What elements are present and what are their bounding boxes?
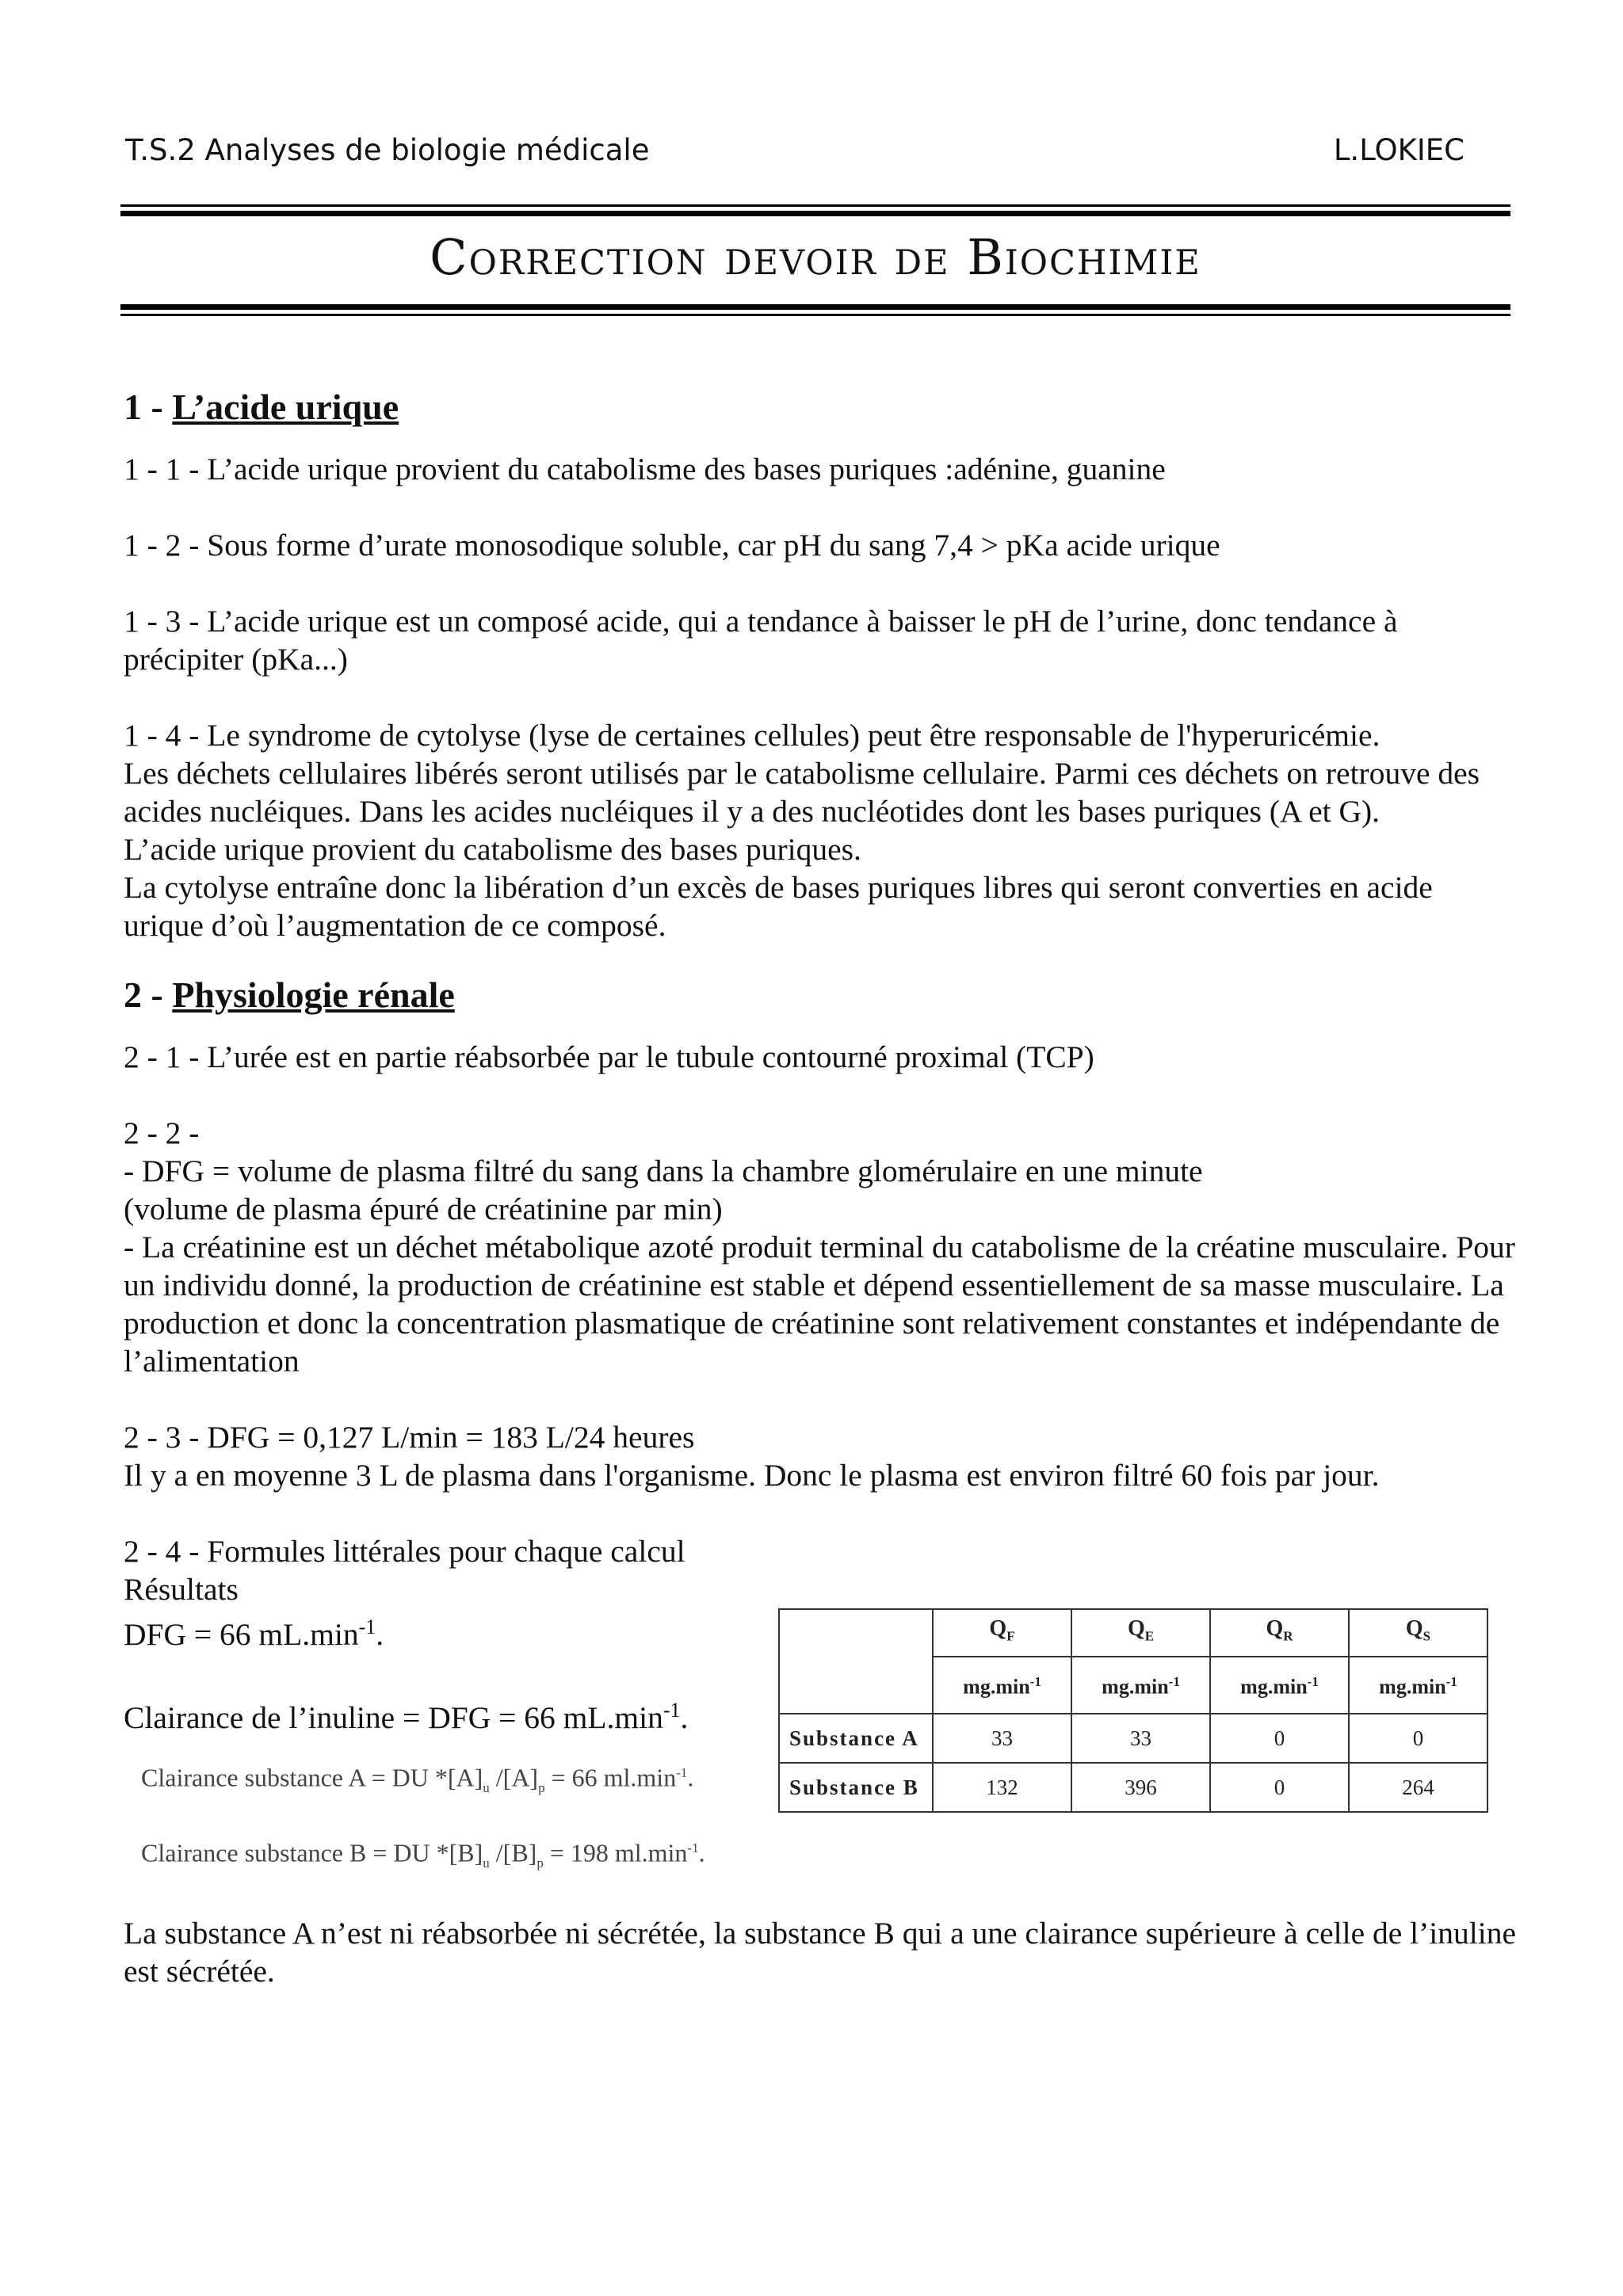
header-q-subscript: S — [1423, 1628, 1431, 1644]
formula-b-exponent: -1 — [687, 1840, 699, 1856]
title-rule-bottom-thin — [120, 314, 1510, 316]
answer-2-2-line: 2 - 2 - — [124, 1116, 200, 1150]
header-q: Q — [1127, 1616, 1145, 1641]
unit-text: mg.min — [1102, 1675, 1169, 1699]
table-cell: 132 — [933, 1763, 1071, 1812]
conclusion: La substance A n’est ni réabsorbée ni sécrétée, la substance B qui a une clairance supérieure à celle de l’inuline est sécrétée. — [124, 1916, 1516, 1989]
table-cell: 396 — [1071, 1763, 1210, 1812]
dfg-result-text: DFG = 66 mL.min — [124, 1617, 359, 1653]
document-body — [124, 385, 1518, 2028]
header-author: L.LOKIEC — [1333, 133, 1465, 167]
section-2-title: Physiologie rénale — [172, 974, 455, 1015]
dfg-result-end: . — [376, 1617, 384, 1653]
header-q-subscript: R — [1283, 1628, 1293, 1644]
unit-text: mg.min — [1379, 1675, 1446, 1699]
flow-table — [778, 1608, 1488, 1813]
table-unit-cell — [1071, 1657, 1210, 1714]
formula-b-subscript: p — [537, 1855, 544, 1871]
table-cell: 0 — [1210, 1714, 1349, 1763]
answer-2-4-line: Résultats — [124, 1572, 239, 1607]
formula-b-end: . — [698, 1839, 705, 1868]
section-2-heading — [124, 973, 1518, 1017]
formula-a-end: . — [687, 1763, 694, 1792]
header-course: T.S.2 Analyses de biologie médicale — [125, 133, 650, 167]
title-rule-bottom-thick — [120, 304, 1510, 310]
answer-2-3 — [124, 1418, 1518, 1494]
unit-exponent: -1 — [1307, 1674, 1319, 1690]
answer-2-2-line: (volume de plasma épuré de créatinine par min) — [124, 1192, 723, 1226]
unit-exponent: -1 — [1445, 1674, 1457, 1690]
header-q: Q — [1266, 1616, 1284, 1641]
unit-text: mg.min — [963, 1675, 1030, 1699]
answer-1-3: 1 - 3 - L’acide urique est un composé acide, qui a tendance à baisser le pH de l’urine, donc tendance à précipiter (pKa...) — [124, 604, 1398, 677]
table-header-cell — [1210, 1609, 1349, 1657]
table-cell: 0 — [1210, 1763, 1349, 1812]
inuline-end: . — [680, 1700, 689, 1736]
table-cell: 33 — [933, 1714, 1071, 1763]
section-1-heading — [124, 385, 1518, 429]
section-2-number: 2 - — [124, 974, 173, 1015]
table-header-cell — [1071, 1609, 1210, 1657]
table-row — [779, 1714, 1487, 1763]
answer-1-4-line: 1 - 4 - Le syndrome de cytolyse (lyse de certaines cellules) peut être responsable de l'hyperuricémie. — [124, 718, 1381, 753]
row-label: Substance A — [779, 1714, 933, 1763]
inuline-exponent: -1 — [663, 1699, 681, 1722]
formula-a-part: Clairance substance A = DU *[A] — [141, 1763, 483, 1792]
formula-a-part: /[A] — [489, 1763, 539, 1792]
table-corner-cell — [779, 1609, 933, 1714]
answer-1-4 — [124, 716, 1518, 944]
answer-2-4 — [124, 1532, 1518, 1882]
unit-exponent: -1 — [1168, 1674, 1180, 1690]
formula-b-subscript: u — [483, 1855, 490, 1871]
formula-a-subscript: u — [483, 1780, 490, 1796]
answer-2-4-line: 2 - 4 - Formules littérales pour chaque calcul — [124, 1534, 685, 1569]
title-rule-top-thick — [120, 211, 1510, 216]
formula-b-part: = 198 ml.min — [543, 1839, 688, 1868]
table-header-cell — [1349, 1609, 1487, 1657]
section-1-title: L’acide urique — [172, 387, 399, 427]
answer-1-2: 1 - 2 - Sous forme d’urate monosodique soluble, car pH du sang 7,4 > pKa acide urique — [124, 528, 1220, 563]
formula-b-part: Clairance substance B = DU *[B] — [141, 1839, 483, 1868]
answer-1-4-line: La cytolyse entraîne donc la libération d’un excès de bases puriques libres qui seront converties en acide urique d’où l’augmentation de ce composé. — [124, 870, 1433, 943]
answer-2-2-line: - La créatinine est un déchet métabolique azoté produit terminal du catabolisme de la créatine musculaire. Pour un individu donné, la production de créatinine est stable et dépend essentiellement de sa masse musculaire. La production et donc la concentration plasmatique de créatinine sont relativement constantes et indépendante de l’alimentation — [124, 1230, 1515, 1379]
answer-2-2 — [124, 1114, 1518, 1380]
formula-a-subscript: p — [538, 1780, 545, 1796]
row-label: Substance B — [779, 1763, 933, 1812]
table-row — [779, 1763, 1487, 1812]
table-unit-cell — [1210, 1657, 1349, 1714]
table-header-row — [779, 1609, 1487, 1657]
table-cell: 33 — [1071, 1714, 1210, 1763]
unit-text: mg.min — [1240, 1675, 1308, 1699]
answer-2-2-line: - DFG = volume de plasma filtré du sang dans la chambre glomérulaire en une minute — [124, 1154, 1203, 1188]
table-unit-cell — [1349, 1657, 1487, 1714]
answer-2-3-line: Il y a en moyenne 3 L de plasma dans l'organisme. Donc le plasma est environ filtré 60 fois par jour. — [124, 1458, 1380, 1493]
answer-1-1: 1 - 1 - L’acide urique provient du catabolisme des bases puriques :adénine, guanine — [124, 452, 1166, 486]
table-header-cell — [933, 1609, 1071, 1657]
inuline-text: Clairance de l’inuline = DFG = 66 mL.min — [124, 1700, 663, 1736]
formula-b-part: /[B] — [489, 1839, 537, 1868]
page-title: Correction devoir de Biochimie — [430, 228, 1201, 286]
answer-1-4-line: Les déchets cellulaires libérés seront utilisés par le catabolisme cellulaire. Parmi ces déchets on retrouve des acides nucléiques. Dans les acides nucléiques il y a des nucléotides dont les bases puriques (A et G). — [124, 756, 1480, 829]
table-cell: 0 — [1349, 1714, 1487, 1763]
title-rule-top-thin — [120, 204, 1510, 207]
header-q-subscript: F — [1006, 1628, 1015, 1644]
header-q: Q — [1405, 1616, 1423, 1641]
answer-2-3-line: 2 - 3 - DFG = 0,127 L/min = 183 L/24 heures — [124, 1420, 695, 1455]
formula-a-exponent: -1 — [676, 1765, 688, 1781]
dfg-result-exponent: -1 — [358, 1615, 376, 1638]
table-cell: 264 — [1349, 1763, 1487, 1812]
table-unit-cell — [933, 1657, 1071, 1714]
section-1-number: 1 - — [124, 387, 173, 427]
formula-a-part: = 66 ml.min — [544, 1763, 677, 1792]
answer-1-4-line: L’acide urique provient du catabolisme des bases puriques. — [124, 832, 861, 867]
unit-exponent: -1 — [1029, 1674, 1041, 1690]
header-q: Q — [989, 1616, 1007, 1641]
clearance-formula-b — [141, 1829, 1518, 1882]
answer-2-1: 2 - 1 - L’urée est en partie réabsorbée par le tubule contourné proximal (TCP) — [124, 1039, 1094, 1074]
header-q-subscript: E — [1144, 1628, 1155, 1644]
